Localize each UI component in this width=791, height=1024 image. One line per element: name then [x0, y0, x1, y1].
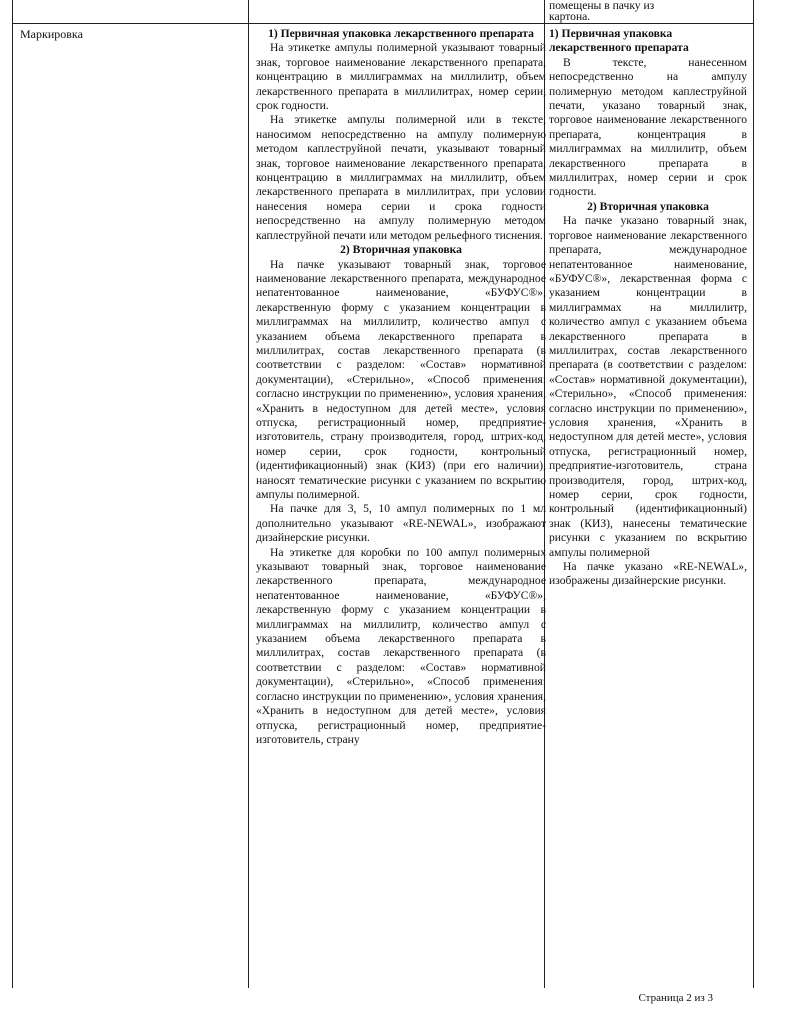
result-secondary-para-1: На пачке указано товарный знак, торговое наименование лекарственного препарата, международное непатентованное наименование, «БУФУС®», лекарственная форма с указанием концентрации в миллиграммах на миллилитр, количество ампул с указанием объема лекарственного препарата в миллилитрах, состав лекарственного препарата (в соответствии с разделом: «Состав» нормативной документации), «Стерильно», «Способ применения: согласно инструкции по применению», условия хранения, «Хранить в недоступном для детей месте», условия отпуска, регистрационный номер, предприятие-изготовитель, страна производителя, город, штрих-код, номер серии, срок годности, контрольный (идентификационный) знак (КИЗ), нанесены тематические рисунки с указанием по вскрытию ампулы полимерной — [549, 214, 747, 559]
table-left-border — [12, 0, 13, 988]
secondary-packaging-heading: 2) Вторичная упаковка — [340, 243, 462, 257]
previous-row-line-2: картона. — [549, 10, 591, 23]
previous-row-fragment — [549, 0, 747, 22]
previous-row-line-1: помещены в пачку из — [549, 0, 655, 12]
primary-packaging-heading: 1) Первичная упаковка лекарственного препарата — [268, 27, 534, 40]
result-primary-heading: 1) Первичная упаковка лекарственного препарата — [549, 27, 689, 55]
row-label-cell — [20, 27, 240, 41]
result-primary-para: В тексте, нанесенном непосредственно на ампулу полимерную методом каплеструйной печати, указано товарный знак, торговое наименование лекарственного препарата, концентрация в миллиграммах на миллилитр, объем лекарственного препарата в миллилитрах, номер серии и срок годности. — [549, 55, 747, 199]
result-secondary-para-2: На пачке указано «RE-NEWAL», изображены дизайнерские рисунки. — [549, 560, 747, 588]
secondary-packaging-para-1: На пачке указывают товарный знак, торговое наименование лекарственного препарата, международное непатентованное наименование, «БУФУС®», лекарственную форму с указанием концентрации в миллиграммах на миллилитр, количество ампул с указанием объема лекарственного препарата в миллилитрах, состав лекарственного препарата (в соответствии с разделом: «Состав» нормативной документации), «Стерильно», «Способ применения: согласно инструкции по применению», условия хранения, «Хранить в недоступном для детей месте», условия отпуска, регистрационный номер, предприятие-изготовитель, страну производителя, город, штрих-код, номер серии, срок годности, контрольный (идентификационный) знак (КИЗ) (при его наличии), наносят тематические рисунки с указанием по вскрытию ампулы полимерной. — [256, 257, 546, 501]
table-right-border — [753, 0, 754, 988]
result-cell — [549, 27, 747, 589]
result-secondary-heading: 2) Вторичная упаковка — [587, 199, 709, 213]
requirement-cell — [256, 27, 546, 747]
secondary-packaging-para-2: На пачке для 3, 5, 10 ампул полимерных по 1 мл дополнительно указывают «RE-NEWAL», изображают дизайнерские рисунки. — [256, 502, 546, 545]
primary-packaging-para-2: На этикетке ампулы полимерной или в тексте, наносимом непосредственно на ампулу полимерную методом каплеструйной печати, указывают товарный знак, торговое наименование лекарственного препарата, концентрацию в миллиграммах на миллилитр, объем лекарственного препарата в миллилитрах, при условии нанесения номера серии и срока годности непосредственно на ампулу полимерную методом каплеструйной печати или методом рельефного тиснения. — [256, 113, 546, 242]
page-number: Страница 2 из 3 — [638, 992, 713, 1004]
row-label: Маркировка — [20, 27, 83, 41]
table-row-separator — [12, 23, 754, 24]
secondary-packaging-para-3: На этикетке для коробки по 100 ампул полимерных указывают товарный знак, торговое наименование лекарственного препарата, международное непатентованное наименование, «БУФУС®», лекарственную форму с указанием концентрации в миллиграммах на миллилитр, количество ампул с указанием объема лекарственного препарата в миллилитрах, состав лекарственного препарата (в соответствии с разделом: «Состав» нормативной документации), «Стерильно», «Способ применения: согласно инструкции по применению», условия хранения, «Хранить в недоступном для детей месте», условия отпуска, регистрационный номер, предприятие-изготовитель, страну — [256, 545, 546, 746]
primary-packaging-para-1: На этикетке ампулы полимерной указывают товарный знак, торговое наименование лекарственного препарата, концентрацию в миллиграммах на миллилитр, объем лекарственного препарата в миллилитрах, номер серии, срок годности. — [256, 41, 546, 113]
document-table — [12, 0, 753, 988]
table-divider-1 — [248, 0, 249, 988]
